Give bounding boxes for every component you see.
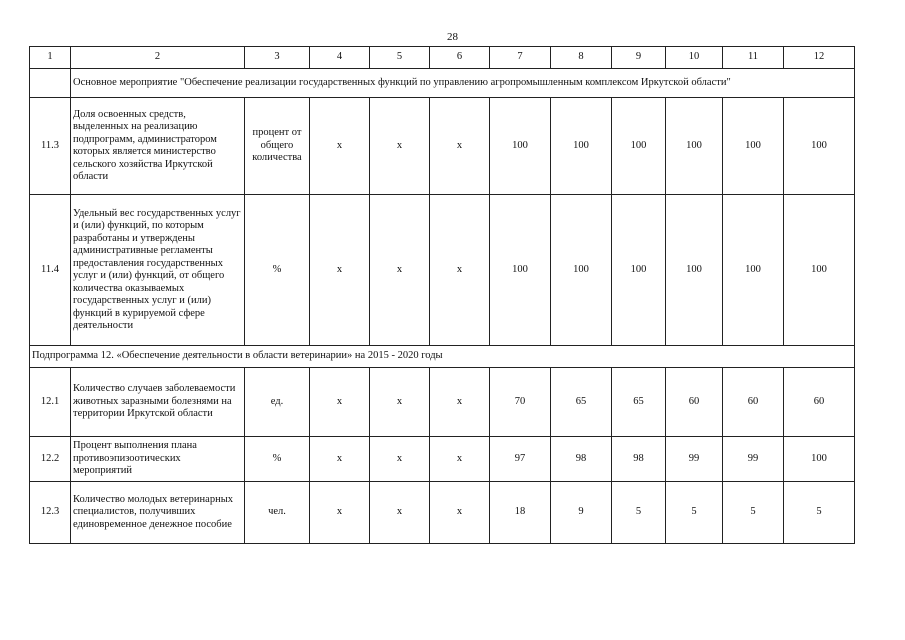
row-number: 11.4 <box>30 195 71 346</box>
value-cell: 100 <box>723 195 784 346</box>
row-number: 12.3 <box>30 482 71 544</box>
value-cell: 98 <box>551 437 612 482</box>
table-row <box>30 482 855 544</box>
value-cell: x <box>430 437 490 482</box>
value-cell: x <box>370 368 430 437</box>
table-row <box>30 368 855 437</box>
column-numbers-row <box>30 47 855 69</box>
column-number: 10 <box>666 47 723 69</box>
column-number: 5 <box>370 47 430 69</box>
value-cell: 100 <box>551 98 612 195</box>
value-cell: 100 <box>723 98 784 195</box>
value-cell: 65 <box>612 368 666 437</box>
column-number: 9 <box>612 47 666 69</box>
value-cell: 100 <box>784 195 855 346</box>
value-cell: 99 <box>723 437 784 482</box>
value-cell: 70 <box>490 368 551 437</box>
value-cell: 99 <box>666 437 723 482</box>
value-cell: 65 <box>551 368 612 437</box>
value-cell: 60 <box>784 368 855 437</box>
value-cell: x <box>310 98 370 195</box>
value-cell: 5 <box>723 482 784 544</box>
column-number: 2 <box>71 47 245 69</box>
indicator-name: Количество молодых ветеринарных специалистов, получивших единовременное денежное пособие <box>71 482 245 544</box>
value-cell: 100 <box>784 98 855 195</box>
section-title: Основное мероприятие "Обеспечение реализации государственных функций по управлению агропромышленным комплексом Иркутской области" <box>71 69 855 98</box>
indicator-name: Количество случаев заболеваемости животных заразными болезнями на территории Иркутской области <box>71 368 245 437</box>
value-cell: 100 <box>612 98 666 195</box>
value-cell: 5 <box>612 482 666 544</box>
indicators-table <box>29 46 855 544</box>
section-row-subprogram-12 <box>30 346 855 368</box>
indicator-name: Процент выполнения плана противоэпизоотических мероприятий <box>71 437 245 482</box>
indicator-name: Доля освоенных средств, выделенных на реализацию подпрограмм, администратором которых является министерство сельского хозяйства Иркутской области <box>71 98 245 195</box>
value-cell: 100 <box>490 195 551 346</box>
column-number: 4 <box>310 47 370 69</box>
value-cell: 60 <box>666 368 723 437</box>
column-number: 6 <box>430 47 490 69</box>
value-cell: 98 <box>612 437 666 482</box>
value-cell: 60 <box>723 368 784 437</box>
column-number: 1 <box>30 47 71 69</box>
value-cell: x <box>430 482 490 544</box>
unit-cell: % <box>245 437 310 482</box>
value-cell: x <box>310 437 370 482</box>
column-number: 11 <box>723 47 784 69</box>
value-cell: 100 <box>666 195 723 346</box>
table-row <box>30 437 855 482</box>
value-cell: x <box>370 195 430 346</box>
unit-cell: процент от общего количества <box>245 98 310 195</box>
page-number: 28 <box>447 31 458 43</box>
section-row-main-activity <box>30 69 855 98</box>
indicator-name: Удельный вес государственных услуг и (или) функций, по которым разработаны и утверждены административные регламенты предоставления государственных услуг и (или) функций, от общего количества оказываемых государственных услуг и (или) функций в курируемой сфере деятельности <box>71 195 245 346</box>
value-cell: 18 <box>490 482 551 544</box>
column-number: 12 <box>784 47 855 69</box>
value-cell: 100 <box>666 98 723 195</box>
value-cell: 5 <box>666 482 723 544</box>
unit-cell: % <box>245 195 310 346</box>
value-cell: 97 <box>490 437 551 482</box>
table-row <box>30 98 855 195</box>
value-cell: x <box>370 482 430 544</box>
value-cell: 9 <box>551 482 612 544</box>
value-cell: x <box>430 98 490 195</box>
row-number: 12.1 <box>30 368 71 437</box>
column-number: 7 <box>490 47 551 69</box>
section-spacer-cell <box>30 69 71 98</box>
column-number: 8 <box>551 47 612 69</box>
value-cell: 100 <box>784 437 855 482</box>
value-cell: x <box>310 368 370 437</box>
table-row <box>30 195 855 346</box>
row-number: 11.3 <box>30 98 71 195</box>
row-number: 12.2 <box>30 437 71 482</box>
value-cell: 100 <box>490 98 551 195</box>
value-cell: x <box>310 482 370 544</box>
value-cell: 100 <box>551 195 612 346</box>
value-cell: x <box>310 195 370 346</box>
column-number: 3 <box>245 47 310 69</box>
value-cell: x <box>370 98 430 195</box>
value-cell: x <box>430 368 490 437</box>
value-cell: x <box>430 195 490 346</box>
value-cell: 100 <box>612 195 666 346</box>
section-title: Подпрограмма 12. «Обеспечение деятельности в области ветеринарии» на 2015 - 2020 годы <box>30 346 855 368</box>
unit-cell: ед. <box>245 368 310 437</box>
value-cell: 5 <box>784 482 855 544</box>
value-cell: x <box>370 437 430 482</box>
unit-cell: чел. <box>245 482 310 544</box>
